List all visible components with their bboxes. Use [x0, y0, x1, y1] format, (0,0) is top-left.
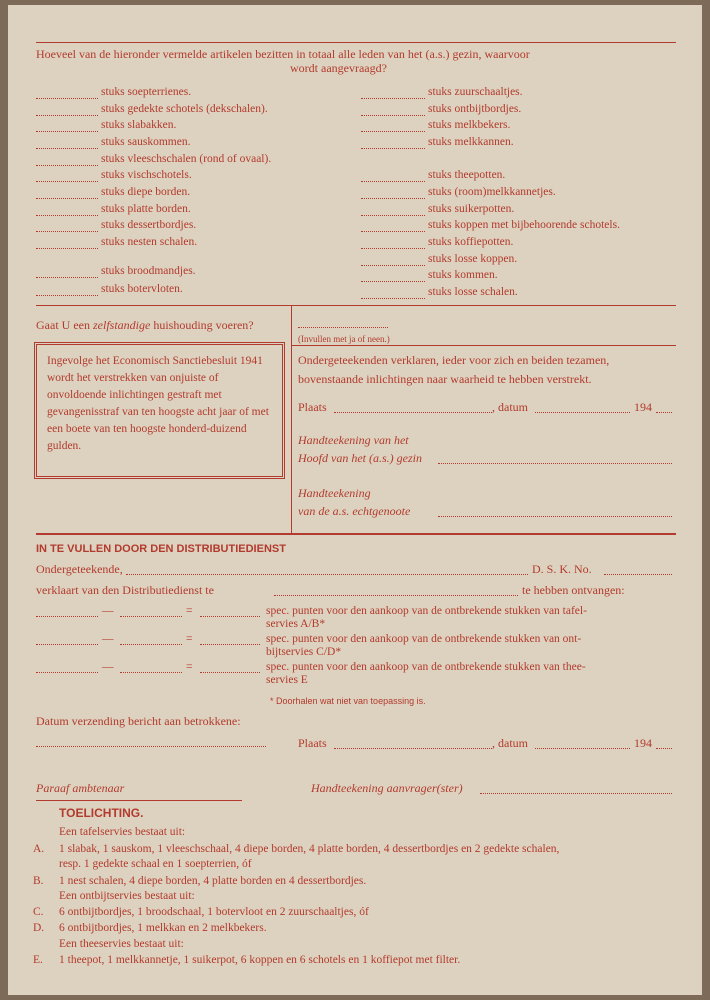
footnote: * Doorhalen wat niet van toepassing is. — [270, 696, 426, 706]
option-label-b: B. — [33, 875, 44, 887]
tea-service-intro: Een theeservies bestaat uit: — [59, 938, 184, 950]
option-e-text: 1 theepot, 1 melkkannetje, 1 suikerpot, 6 koppen en 6 schotels en 1 koffiepot met filter. — [59, 954, 461, 966]
quantity-field[interactable] — [361, 248, 425, 249]
quantity-field[interactable] — [361, 215, 425, 216]
top-rule — [36, 42, 676, 43]
signature-head-label-2: Hoofd van het (a.s.) gezin — [298, 451, 422, 465]
date-label: , datum — [492, 736, 528, 750]
sent-date-label: Datum verzending bericht aan betrokkene: — [36, 714, 241, 728]
quantity-field[interactable] — [36, 198, 98, 199]
option-label-a: A. — [33, 843, 45, 855]
points-text-line-1: spec. punten voor den aankoop van de ontbrekende stukken van ont- — [266, 633, 582, 645]
undersigned-field[interactable] — [126, 574, 528, 575]
year-field[interactable] — [656, 412, 672, 413]
item-label: stuks koppen met bijbehoorende schotels. — [428, 219, 620, 231]
quantity-field[interactable] — [361, 115, 425, 116]
item-label: stuks theepotten. — [428, 169, 506, 181]
signature-head-field[interactable] — [438, 463, 672, 464]
equals: = — [186, 661, 193, 673]
sent-date-field[interactable] — [36, 746, 266, 747]
points-text-line-2: bijtservies C/D* — [266, 646, 342, 658]
place-field[interactable] — [334, 412, 492, 413]
signature-spouse-label-2: van de a.s. echtgenoote — [298, 504, 411, 518]
dash: — — [102, 633, 114, 645]
received-label: te hebben ontvangen: — [522, 583, 625, 597]
year-label: 194 — [634, 736, 652, 750]
item-label: stuks zuurschaaltjes. — [428, 86, 523, 98]
undersigned-label: Ondergeteekende, — [36, 562, 123, 576]
year-label: 194 — [634, 400, 652, 414]
points-field[interactable] — [120, 644, 182, 645]
quantity-field[interactable] — [361, 181, 425, 182]
option-c-text: 6 ontbijtbordjes, 1 broodschaal, 1 botervloot en 2 zuurschaaltjes, óf — [59, 906, 369, 918]
points-text-line-2: servies E — [266, 674, 308, 686]
date-field[interactable] — [535, 748, 630, 749]
section-divider — [291, 305, 292, 533]
item-label: stuks platte borden. — [101, 203, 191, 215]
warning-text: Ingevolge het Economisch Sanctiebesluit 1941 wordt het verstrekken van onjuiste of onvoldoende inlichtingen gestraft met gevangenisstraf van ten hoogste acht jaar of met een boete van ten hoogste honderd-duizend gulden. — [47, 355, 269, 452]
signature-spouse-label-1: Handteekening — [298, 486, 371, 500]
item-label: stuks botervloten. — [101, 283, 183, 295]
household-question: Gaat U een zelfstandige huishouding voeren? — [36, 318, 254, 332]
item-label: stuks losse schalen. — [428, 286, 518, 298]
declaration-line-2: bovenstaande inlichtingen naar waarheid te hebben verstrekt. — [298, 372, 592, 386]
dsk-field[interactable] — [604, 574, 672, 575]
quantity-field[interactable] — [361, 198, 425, 199]
dash: — — [102, 661, 114, 673]
points-field[interactable] — [120, 672, 182, 673]
item-label: stuks ontbijtbordjes. — [428, 103, 522, 115]
points-field[interactable] — [36, 672, 98, 673]
option-b-text: 1 nest schalen, 4 diepe borden, 4 platte borden en 4 dessertbordjes. — [59, 875, 367, 887]
place-label: Plaats — [298, 400, 327, 414]
quantity-field[interactable] — [361, 298, 425, 299]
table-service-intro: Een tafelservies bestaat uit: — [59, 826, 186, 838]
points-field[interactable] — [200, 616, 260, 617]
points-field[interactable] — [120, 616, 182, 617]
question-line-2: wordt aangevraagd? — [290, 61, 387, 75]
household-hint: (Invullen met ja of neen.) — [298, 334, 390, 344]
initials-rule — [36, 800, 242, 801]
quantity-field[interactable] — [361, 148, 425, 149]
place-label: Plaats — [298, 736, 327, 750]
points-field[interactable] — [36, 644, 98, 645]
quantity-field[interactable] — [36, 98, 98, 99]
item-label: stuks dessertbordjes. — [101, 219, 197, 231]
form-sheet — [8, 5, 702, 995]
option-label-e: E. — [33, 954, 43, 966]
signature-spouse-field[interactable] — [438, 516, 672, 517]
quantity-field[interactable] — [36, 248, 98, 249]
equals: = — [186, 633, 193, 645]
quantity-field[interactable] — [36, 231, 98, 232]
points-text-line-2: servies A/B* — [266, 618, 326, 630]
option-d-text: 6 ontbijtbordjes, 1 melkkan en 2 melkbekers. — [59, 922, 267, 934]
quantity-field[interactable] — [361, 265, 425, 266]
points-field[interactable] — [200, 672, 260, 673]
quantity-field[interactable] — [36, 165, 98, 166]
quantity-field[interactable] — [36, 148, 98, 149]
item-label: stuks losse koppen. — [428, 253, 518, 265]
date-field[interactable] — [535, 412, 630, 413]
place-field[interactable] — [334, 748, 492, 749]
quantity-field[interactable] — [361, 231, 425, 232]
applicant-signature-label: Handteekening aanvrager(ster) — [311, 781, 463, 795]
dsk-label: D. S. K. No. — [532, 562, 592, 576]
applicant-signature-field[interactable] — [480, 793, 672, 794]
explanation-heading: TOELICHTING. — [59, 806, 144, 820]
distribution-heading: IN TE VULLEN DOOR DEN DISTRIBUTIEDIENST — [36, 543, 286, 555]
item-label: stuks melkbekers. — [428, 119, 511, 131]
item-label: stuks slabakken. — [101, 119, 177, 131]
option-a-text-1: 1 slabak, 1 sauskom, 1 vleeschschaal, 4 diepe borden, 4 platte borden, 4 dessertbordjes en 2 gedekte schalen, — [59, 843, 560, 855]
quantity-field[interactable] — [36, 295, 98, 296]
warning-box — [34, 342, 285, 479]
item-label: stuks vischschotels. — [101, 169, 192, 181]
date-label: , datum — [492, 400, 528, 414]
equals: = — [186, 605, 193, 617]
declaration-line-1: Ondergeteekenden verklaren, ieder voor zich en beiden tezamen, — [298, 353, 610, 367]
quantity-field[interactable] — [361, 98, 425, 99]
item-label: stuks nesten schalen. — [101, 236, 198, 248]
quantity-field[interactable] — [36, 181, 98, 182]
points-text-line-1: spec. punten voor den aankoop van de ontbrekende stukken van tafel- — [266, 605, 587, 617]
distribution-place-field[interactable] — [274, 595, 518, 596]
year-field[interactable] — [656, 748, 672, 749]
quantity-field[interactable] — [36, 215, 98, 216]
section-rule-top — [36, 305, 676, 306]
item-label: stuks kommen. — [428, 269, 498, 281]
item-label: stuks vleeschschalen (rond of ovaal). — [101, 153, 272, 165]
points-field[interactable] — [36, 616, 98, 617]
item-label: stuks suikerpotten. — [428, 203, 515, 215]
option-a-text-2: resp. 1 gedekte schaal en 1 soepterrien, óf — [59, 858, 252, 870]
declares-label: verklaart van den Distributiedienst te — [36, 583, 214, 597]
breakfast-service-intro: Een ontbijtservies bestaat uit: — [59, 890, 195, 902]
household-answer-field[interactable] — [298, 327, 388, 328]
signature-head-label-1: Handteekening van het — [298, 433, 409, 447]
item-label: stuks broodmandjes. — [101, 265, 196, 277]
distribution-rule — [36, 533, 676, 535]
item-label: stuks soepterrienes. — [101, 86, 192, 98]
initials-label: Paraaf ambtenaar — [36, 781, 125, 795]
option-label-c: C. — [33, 906, 44, 918]
points-field[interactable] — [200, 644, 260, 645]
quantity-field[interactable] — [361, 131, 425, 132]
points-text-line-1: spec. punten voor den aankoop van de ontbrekende stukken van thee- — [266, 661, 586, 673]
quantity-field[interactable] — [36, 115, 98, 116]
quantity-field[interactable] — [36, 131, 98, 132]
item-label: stuks gedekte schotels (dekschalen). — [101, 103, 268, 115]
item-label: stuks sauskommen. — [101, 136, 191, 148]
item-label: stuks (room)melkkannetjes. — [428, 186, 556, 198]
item-label: stuks diepe borden. — [101, 186, 191, 198]
question-line-1: Hoeveel van de hieronder vermelde artikelen bezitten in totaal alle leden van het (a.s.) gezin, waarvoor — [36, 47, 530, 61]
item-label: stuks melkkannen. — [428, 136, 514, 148]
quantity-field[interactable] — [361, 281, 425, 282]
option-label-d: D. — [33, 922, 45, 934]
dash: — — [102, 605, 114, 617]
item-label: stuks koffiepotten. — [428, 236, 514, 248]
quantity-field[interactable] — [36, 277, 98, 278]
